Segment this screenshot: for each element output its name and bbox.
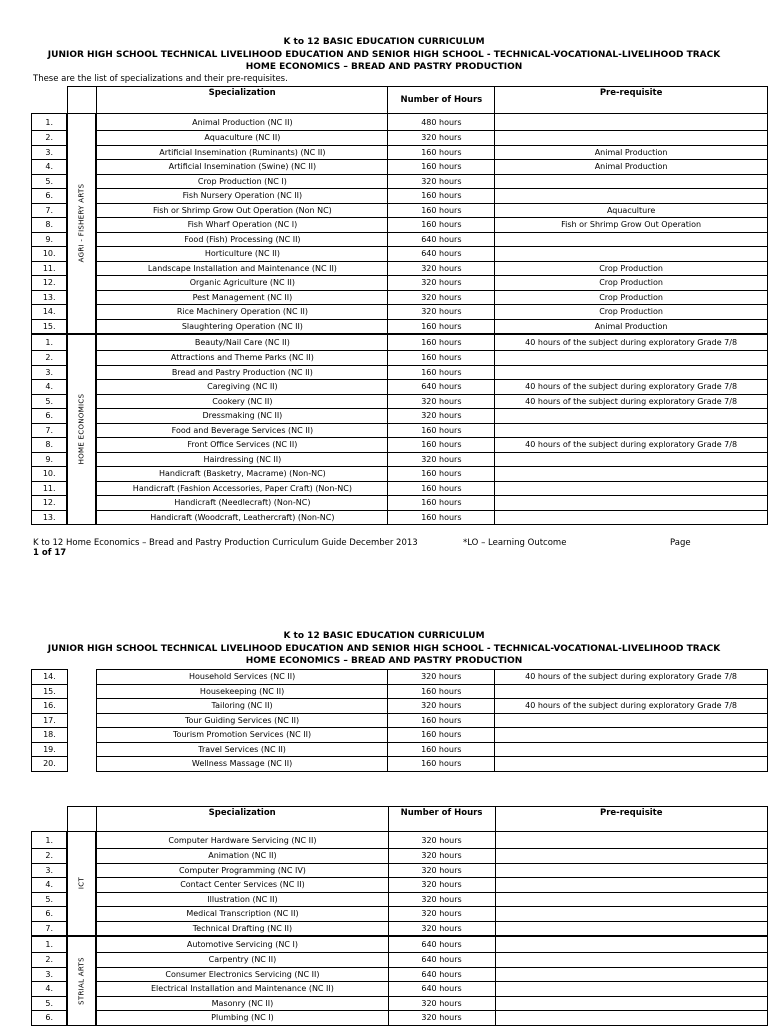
row-number: 4. xyxy=(32,380,68,395)
specialization-cell: Illustration (NC II) xyxy=(96,892,388,907)
row-number: 4. xyxy=(32,160,68,175)
specialization-cell: Rice Machinery Operation (NC II) xyxy=(96,305,388,320)
prerequisite-cell: Crop Production xyxy=(495,290,768,305)
header3-group-blank xyxy=(67,807,96,832)
hours-cell: 160 hours xyxy=(388,467,495,482)
row-number: 1. xyxy=(32,334,68,351)
table-row xyxy=(32,699,768,714)
specialization-cell: Tailoring (NC II) xyxy=(96,699,388,714)
header3-blank xyxy=(32,807,68,832)
group-label: AGRI - FISHERY ARTS xyxy=(77,183,86,263)
prerequisite-cell xyxy=(495,907,768,922)
specialization-cell: Animal Production (NC II) xyxy=(96,114,388,131)
specialization-cell: Masonry (NC II) xyxy=(96,996,388,1011)
row-number: 14. xyxy=(32,305,68,320)
hours-cell: 320 hours xyxy=(388,409,495,424)
hours-cell: 320 hours xyxy=(388,276,495,291)
prerequisite-cell xyxy=(495,996,768,1011)
specialization-cell: Artificial Insemination (Ruminants) (NC II) xyxy=(96,145,388,160)
row-number: 7. xyxy=(32,921,68,936)
header-hours: Number of Hours xyxy=(388,87,495,114)
table-row xyxy=(32,189,768,204)
hours-cell: 320 hours xyxy=(388,290,495,305)
hours-cell: 160 hours xyxy=(388,145,495,160)
row-number: 1. xyxy=(32,936,68,953)
hours-cell: 160 hours xyxy=(388,319,495,334)
table-row xyxy=(32,365,768,380)
group-label-cell xyxy=(67,936,96,1026)
header2-line1: K to 12 BASIC EDUCATION CURRICULUM xyxy=(283,631,485,641)
hours-cell: 320 hours xyxy=(388,849,495,864)
prerequisite-cell: Fish or Shrimp Grow Out Operation xyxy=(495,218,768,233)
table-row xyxy=(32,967,768,982)
row-number: 2. xyxy=(32,131,68,146)
footer-page-label: Page xyxy=(670,538,691,548)
row-number: 13. xyxy=(32,510,68,525)
specialization-cell: Horticulture (NC II) xyxy=(96,247,388,262)
row-number: 6. xyxy=(32,907,68,922)
row-number: 3. xyxy=(32,863,68,878)
group-label-cell xyxy=(67,832,96,936)
prerequisite-cell xyxy=(495,832,768,849)
hours-cell: 320 hours xyxy=(388,878,495,893)
hours-cell: 160 hours xyxy=(388,742,495,757)
table-row xyxy=(32,438,768,453)
table-row xyxy=(32,982,768,997)
table-row xyxy=(32,996,768,1011)
hours-cell: 160 hours xyxy=(388,481,495,496)
table-row xyxy=(32,319,768,334)
row-number: 7. xyxy=(32,423,68,438)
row-number: 12. xyxy=(32,276,68,291)
table-row xyxy=(32,742,768,757)
row-number: 11. xyxy=(32,261,68,276)
prerequisite-cell xyxy=(495,757,768,772)
header-prerequisite: Pre-requisite xyxy=(495,87,768,114)
specialization-cell: Handicraft (Fashion Accessories, Paper Craft) (Non-NC) xyxy=(96,481,388,496)
hours-cell: 160 hours xyxy=(388,189,495,204)
table-row xyxy=(32,160,768,175)
prerequisite-cell: Animal Production xyxy=(495,145,768,160)
hours-cell: 160 hours xyxy=(388,160,495,175)
header3-specialization: Specialization xyxy=(96,807,388,832)
group-label: ICT xyxy=(77,877,86,890)
specialization-cell: Organic Agriculture (NC II) xyxy=(96,276,388,291)
row-number: 9. xyxy=(32,452,68,467)
specialization-cell: Slaughtering Operation (NC II) xyxy=(96,319,388,334)
group-label: STRIAL ARTS xyxy=(77,956,86,1005)
table-row xyxy=(32,305,768,320)
row-number: 18. xyxy=(32,728,68,743)
specialization-cell: Plumbing (NC I) xyxy=(96,1011,388,1026)
specialization-cell: Artificial Insemination (Swine) (NC II) xyxy=(96,160,388,175)
row-number: 8. xyxy=(32,218,68,233)
hours-cell: 320 hours xyxy=(388,921,495,936)
table-row xyxy=(32,907,768,922)
hours-cell: 320 hours xyxy=(388,699,495,714)
table-row xyxy=(32,878,768,893)
specialization-cell: Computer Programming (NC IV) xyxy=(96,863,388,878)
specialization-cell: Handicraft (Woodcraft, Leathercraft) (Non-NC) xyxy=(96,510,388,525)
prerequisite-cell xyxy=(495,423,768,438)
row-number: 16. xyxy=(32,699,68,714)
prerequisite-cell xyxy=(495,131,768,146)
hours-cell: 640 hours xyxy=(388,936,495,953)
specialization-cell: Hairdressing (NC II) xyxy=(96,452,388,467)
prerequisite-cell xyxy=(495,174,768,189)
hours-cell: 160 hours xyxy=(388,423,495,438)
hours-cell: 160 hours xyxy=(388,728,495,743)
header-line1: K to 12 BASIC EDUCATION CURRICULUM xyxy=(283,37,485,47)
hours-cell: 320 hours xyxy=(388,863,495,878)
specialization-cell: Contact Center Services (NC II) xyxy=(96,878,388,893)
table-row xyxy=(32,510,768,525)
table-row xyxy=(32,409,768,424)
table-row xyxy=(32,481,768,496)
row-number: 7. xyxy=(32,203,68,218)
row-number: 8. xyxy=(32,438,68,453)
row-number: 5. xyxy=(32,996,68,1011)
table-row xyxy=(32,684,768,699)
table-header-row xyxy=(32,87,768,114)
specialization-cell: Technical Drafting (NC II) xyxy=(96,921,388,936)
table-row xyxy=(32,496,768,511)
table-row xyxy=(32,713,768,728)
specialization-cell: Beauty/Nail Care (NC II) xyxy=(96,334,388,351)
row-number: 5. xyxy=(32,892,68,907)
intro-text: These are the list of specializations and their pre-requisites. xyxy=(33,74,288,84)
row-number: 6. xyxy=(32,409,68,424)
specialization-cell: Carpentry (NC II) xyxy=(96,953,388,968)
hours-cell: 160 hours xyxy=(388,218,495,233)
row-number: 5. xyxy=(32,174,68,189)
specialization-cell: Computer Hardware Servicing (NC II) xyxy=(96,832,388,849)
specialization-cell: Animation (NC II) xyxy=(96,849,388,864)
specialization-cell: Travel Services (NC II) xyxy=(96,742,388,757)
specialization-cell: Dressmaking (NC II) xyxy=(96,409,388,424)
table-row xyxy=(32,114,768,131)
specialization-cell: Medical Transcription (NC II) xyxy=(96,907,388,922)
table-row xyxy=(32,394,768,409)
specialization-cell: Landscape Installation and Maintenance (NC II) xyxy=(96,261,388,276)
prerequisite-cell xyxy=(495,728,768,743)
prerequisite-cell xyxy=(495,1011,768,1026)
prerequisite-cell: Animal Production xyxy=(495,160,768,175)
group-label: HOME ECONOMICS xyxy=(77,393,86,465)
table-row xyxy=(32,863,768,878)
header2-line2: JUNIOR HIGH SCHOOL TECHNICAL LIVELIHOOD EDUCATION AND SENIOR HIGH SCHOOL - TECHNICAL-VOCATIONAL-LIVELIHOOD TRACK xyxy=(47,643,721,654)
table3-header-row xyxy=(32,807,768,832)
footer-left: K to 12 Home Economics – Bread and Pastry Production Curriculum Guide December 2013 xyxy=(33,538,418,548)
specialization-cell: Housekeeping (NC II) xyxy=(96,684,388,699)
page2-header xyxy=(0,630,768,668)
hours-cell: 640 hours xyxy=(388,380,495,395)
specialization-cell: Aquaculture (NC II) xyxy=(96,131,388,146)
specialization-cell: Front Office Services (NC II) xyxy=(96,438,388,453)
hours-cell: 320 hours xyxy=(388,832,495,849)
hours-cell: 320 hours xyxy=(388,892,495,907)
hours-cell: 160 hours xyxy=(388,365,495,380)
table-row xyxy=(32,832,768,849)
hours-cell: 160 hours xyxy=(388,713,495,728)
table-row xyxy=(32,467,768,482)
row-number: 4. xyxy=(32,982,68,997)
prerequisite-cell xyxy=(495,365,768,380)
specialization-cell: Food and Beverage Services (NC II) xyxy=(96,423,388,438)
header3-hours: Number of Hours xyxy=(388,807,495,832)
specialization-cell: Wellness Massage (NC II) xyxy=(96,757,388,772)
prerequisite-cell xyxy=(495,452,768,467)
row-number: 2. xyxy=(32,953,68,968)
prerequisite-cell xyxy=(495,921,768,936)
hours-cell: 160 hours xyxy=(388,203,495,218)
row-number: 20. xyxy=(32,757,68,772)
prerequisite-cell: Crop Production xyxy=(495,305,768,320)
row-number: 19. xyxy=(32,742,68,757)
group-label-cell xyxy=(67,670,96,772)
row-number: 6. xyxy=(32,1011,68,1026)
prerequisite-cell xyxy=(495,982,768,997)
footer-page-number: 1 of 17 xyxy=(33,548,67,558)
prerequisite-cell xyxy=(495,510,768,525)
prerequisite-cell xyxy=(495,481,768,496)
table-row xyxy=(32,1011,768,1026)
table-row xyxy=(32,670,768,685)
prerequisite-cell xyxy=(495,684,768,699)
hours-cell: 320 hours xyxy=(388,261,495,276)
hours-cell: 160 hours xyxy=(388,438,495,453)
specialization-cell: Tour Guiding Services (NC II) xyxy=(96,713,388,728)
table-row xyxy=(32,247,768,262)
prerequisite-cell: 40 hours of the subject during exploratory Grade 7/8 xyxy=(495,334,768,351)
prerequisite-cell: 40 hours of the subject during exploratory Grade 7/8 xyxy=(495,380,768,395)
hours-cell: 160 hours xyxy=(388,334,495,351)
prerequisite-cell xyxy=(495,114,768,131)
header-blank xyxy=(32,87,68,114)
hours-cell: 160 hours xyxy=(388,351,495,366)
prerequisite-cell xyxy=(495,936,768,953)
hours-cell: 320 hours xyxy=(388,670,495,685)
prerequisite-cell: 40 hours of the subject during exploratory Grade 7/8 xyxy=(495,438,768,453)
specialization-cell: Fish Nursery Operation (NC II) xyxy=(96,189,388,204)
row-number: 15. xyxy=(32,319,68,334)
header3-prerequisite: Pre-requisite xyxy=(495,807,768,832)
hours-cell: 480 hours xyxy=(388,114,495,131)
hours-cell: 640 hours xyxy=(388,967,495,982)
table-row xyxy=(32,849,768,864)
row-number: 13. xyxy=(32,290,68,305)
hours-cell: 320 hours xyxy=(388,174,495,189)
row-number: 5. xyxy=(32,394,68,409)
row-number: 12. xyxy=(32,496,68,511)
prerequisite-cell xyxy=(495,247,768,262)
table-row xyxy=(32,351,768,366)
prerequisite-cell xyxy=(495,467,768,482)
table-row xyxy=(32,276,768,291)
prerequisite-cell xyxy=(495,967,768,982)
table-row xyxy=(32,452,768,467)
specialization-cell: Fish Wharf Operation (NC I) xyxy=(96,218,388,233)
row-number: 10. xyxy=(32,467,68,482)
specialization-cell: Attractions and Theme Parks (NC II) xyxy=(96,351,388,366)
row-number: 14. xyxy=(32,670,68,685)
row-number: 10. xyxy=(32,247,68,262)
table-row xyxy=(32,174,768,189)
hours-cell: 320 hours xyxy=(388,394,495,409)
row-number: 2. xyxy=(32,849,68,864)
table-row xyxy=(32,261,768,276)
specialization-cell: Cookery (NC II) xyxy=(96,394,388,409)
row-number: 3. xyxy=(32,365,68,380)
table-row xyxy=(32,423,768,438)
prerequisite-cell: Crop Production xyxy=(495,276,768,291)
prerequisite-cell xyxy=(495,232,768,247)
row-number: 2. xyxy=(32,351,68,366)
table-row xyxy=(32,232,768,247)
table-row xyxy=(32,380,768,395)
row-number: 1. xyxy=(32,114,68,131)
prerequisite-cell xyxy=(495,189,768,204)
specialization-cell: Consumer Electronics Servicing (NC II) xyxy=(96,967,388,982)
hours-cell: 160 hours xyxy=(388,684,495,699)
row-number: 11. xyxy=(32,481,68,496)
row-number: 1. xyxy=(32,832,68,849)
hours-cell: 320 hours xyxy=(388,452,495,467)
prerequisite-cell: Animal Production xyxy=(495,319,768,334)
specialization-cell: Fish or Shrimp Grow Out Operation (Non NC) xyxy=(96,203,388,218)
page1-header xyxy=(0,36,768,74)
table-row xyxy=(32,131,768,146)
table-row xyxy=(32,203,768,218)
footer-middle: *LO – Learning Outcome xyxy=(463,538,567,548)
specializations-table-3 xyxy=(31,806,768,1026)
prerequisite-cell: 40 hours of the subject during exploratory Grade 7/8 xyxy=(495,699,768,714)
row-number: 3. xyxy=(32,145,68,160)
prerequisite-cell: Crop Production xyxy=(495,261,768,276)
row-number: 6. xyxy=(32,189,68,204)
prerequisite-cell xyxy=(495,892,768,907)
hours-cell: 320 hours xyxy=(388,305,495,320)
specializations-table-2 xyxy=(31,669,768,772)
hours-cell: 320 hours xyxy=(388,131,495,146)
prerequisite-cell xyxy=(495,953,768,968)
table-row xyxy=(32,953,768,968)
specialization-cell: Electrical Installation and Maintenance (NC II) xyxy=(96,982,388,997)
hours-cell: 640 hours xyxy=(388,982,495,997)
prerequisite-cell xyxy=(495,849,768,864)
header-group-blank xyxy=(67,87,96,114)
prerequisite-cell xyxy=(495,351,768,366)
specialization-cell: Handicraft (Basketry, Macrame) (Non-NC) xyxy=(96,467,388,482)
prerequisite-cell xyxy=(495,496,768,511)
table-row xyxy=(32,290,768,305)
hours-cell: 320 hours xyxy=(388,907,495,922)
table-row xyxy=(32,728,768,743)
specialization-cell: Automotive Servicing (NC I) xyxy=(96,936,388,953)
specialization-cell: Pest Management (NC II) xyxy=(96,290,388,305)
table-row xyxy=(32,757,768,772)
header-specialization: Specialization xyxy=(96,87,388,114)
specialization-cell: Bread and Pastry Production (NC II) xyxy=(96,365,388,380)
specialization-cell: Household Services (NC II) xyxy=(96,670,388,685)
header-line3: HOME ECONOMICS – BREAD AND PASTRY PRODUCTION xyxy=(245,62,523,72)
table-row xyxy=(32,921,768,936)
prerequisite-cell: 40 hours of the subject during exploratory Grade 7/8 xyxy=(495,670,768,685)
hours-cell: 640 hours xyxy=(388,247,495,262)
specialization-cell: Handicraft (Needlecraft) (Non-NC) xyxy=(96,496,388,511)
hours-cell: 320 hours xyxy=(388,996,495,1011)
header2-line3: HOME ECONOMICS – BREAD AND PASTRY PRODUCTION xyxy=(245,656,523,666)
hours-cell: 160 hours xyxy=(388,757,495,772)
row-number: 3. xyxy=(32,967,68,982)
table-row xyxy=(32,334,768,351)
row-number: 15. xyxy=(32,684,68,699)
specialization-cell: Tourism Promotion Services (NC II) xyxy=(96,728,388,743)
table-row xyxy=(32,218,768,233)
hours-cell: 160 hours xyxy=(388,510,495,525)
hours-cell: 320 hours xyxy=(388,1011,495,1026)
prerequisite-cell xyxy=(495,863,768,878)
group-label-cell xyxy=(67,114,96,334)
group-label-cell xyxy=(67,334,96,525)
prerequisite-cell: Aquaculture xyxy=(495,203,768,218)
specialization-cell: Crop Production (NC I) xyxy=(96,174,388,189)
header-line2: JUNIOR HIGH SCHOOL TECHNICAL LIVELIHOOD EDUCATION AND SENIOR HIGH SCHOOL - TECHNICAL-VOCATIONAL-LIVELIHOOD TRACK xyxy=(47,49,721,60)
table-row xyxy=(32,892,768,907)
prerequisite-cell: 40 hours of the subject during exploratory Grade 7/8 xyxy=(495,394,768,409)
specialization-cell: Food (Fish) Processing (NC II) xyxy=(96,232,388,247)
specializations-table-1 xyxy=(31,86,768,525)
table-row xyxy=(32,145,768,160)
row-number: 9. xyxy=(32,232,68,247)
prerequisite-cell xyxy=(495,409,768,424)
row-number: 17. xyxy=(32,713,68,728)
prerequisite-cell xyxy=(495,878,768,893)
hours-cell: 640 hours xyxy=(388,953,495,968)
table-row xyxy=(32,936,768,953)
row-number: 4. xyxy=(32,878,68,893)
specialization-cell: Caregiving (NC II) xyxy=(96,380,388,395)
prerequisite-cell xyxy=(495,713,768,728)
prerequisite-cell xyxy=(495,742,768,757)
hours-cell: 160 hours xyxy=(388,496,495,511)
hours-cell: 640 hours xyxy=(388,232,495,247)
